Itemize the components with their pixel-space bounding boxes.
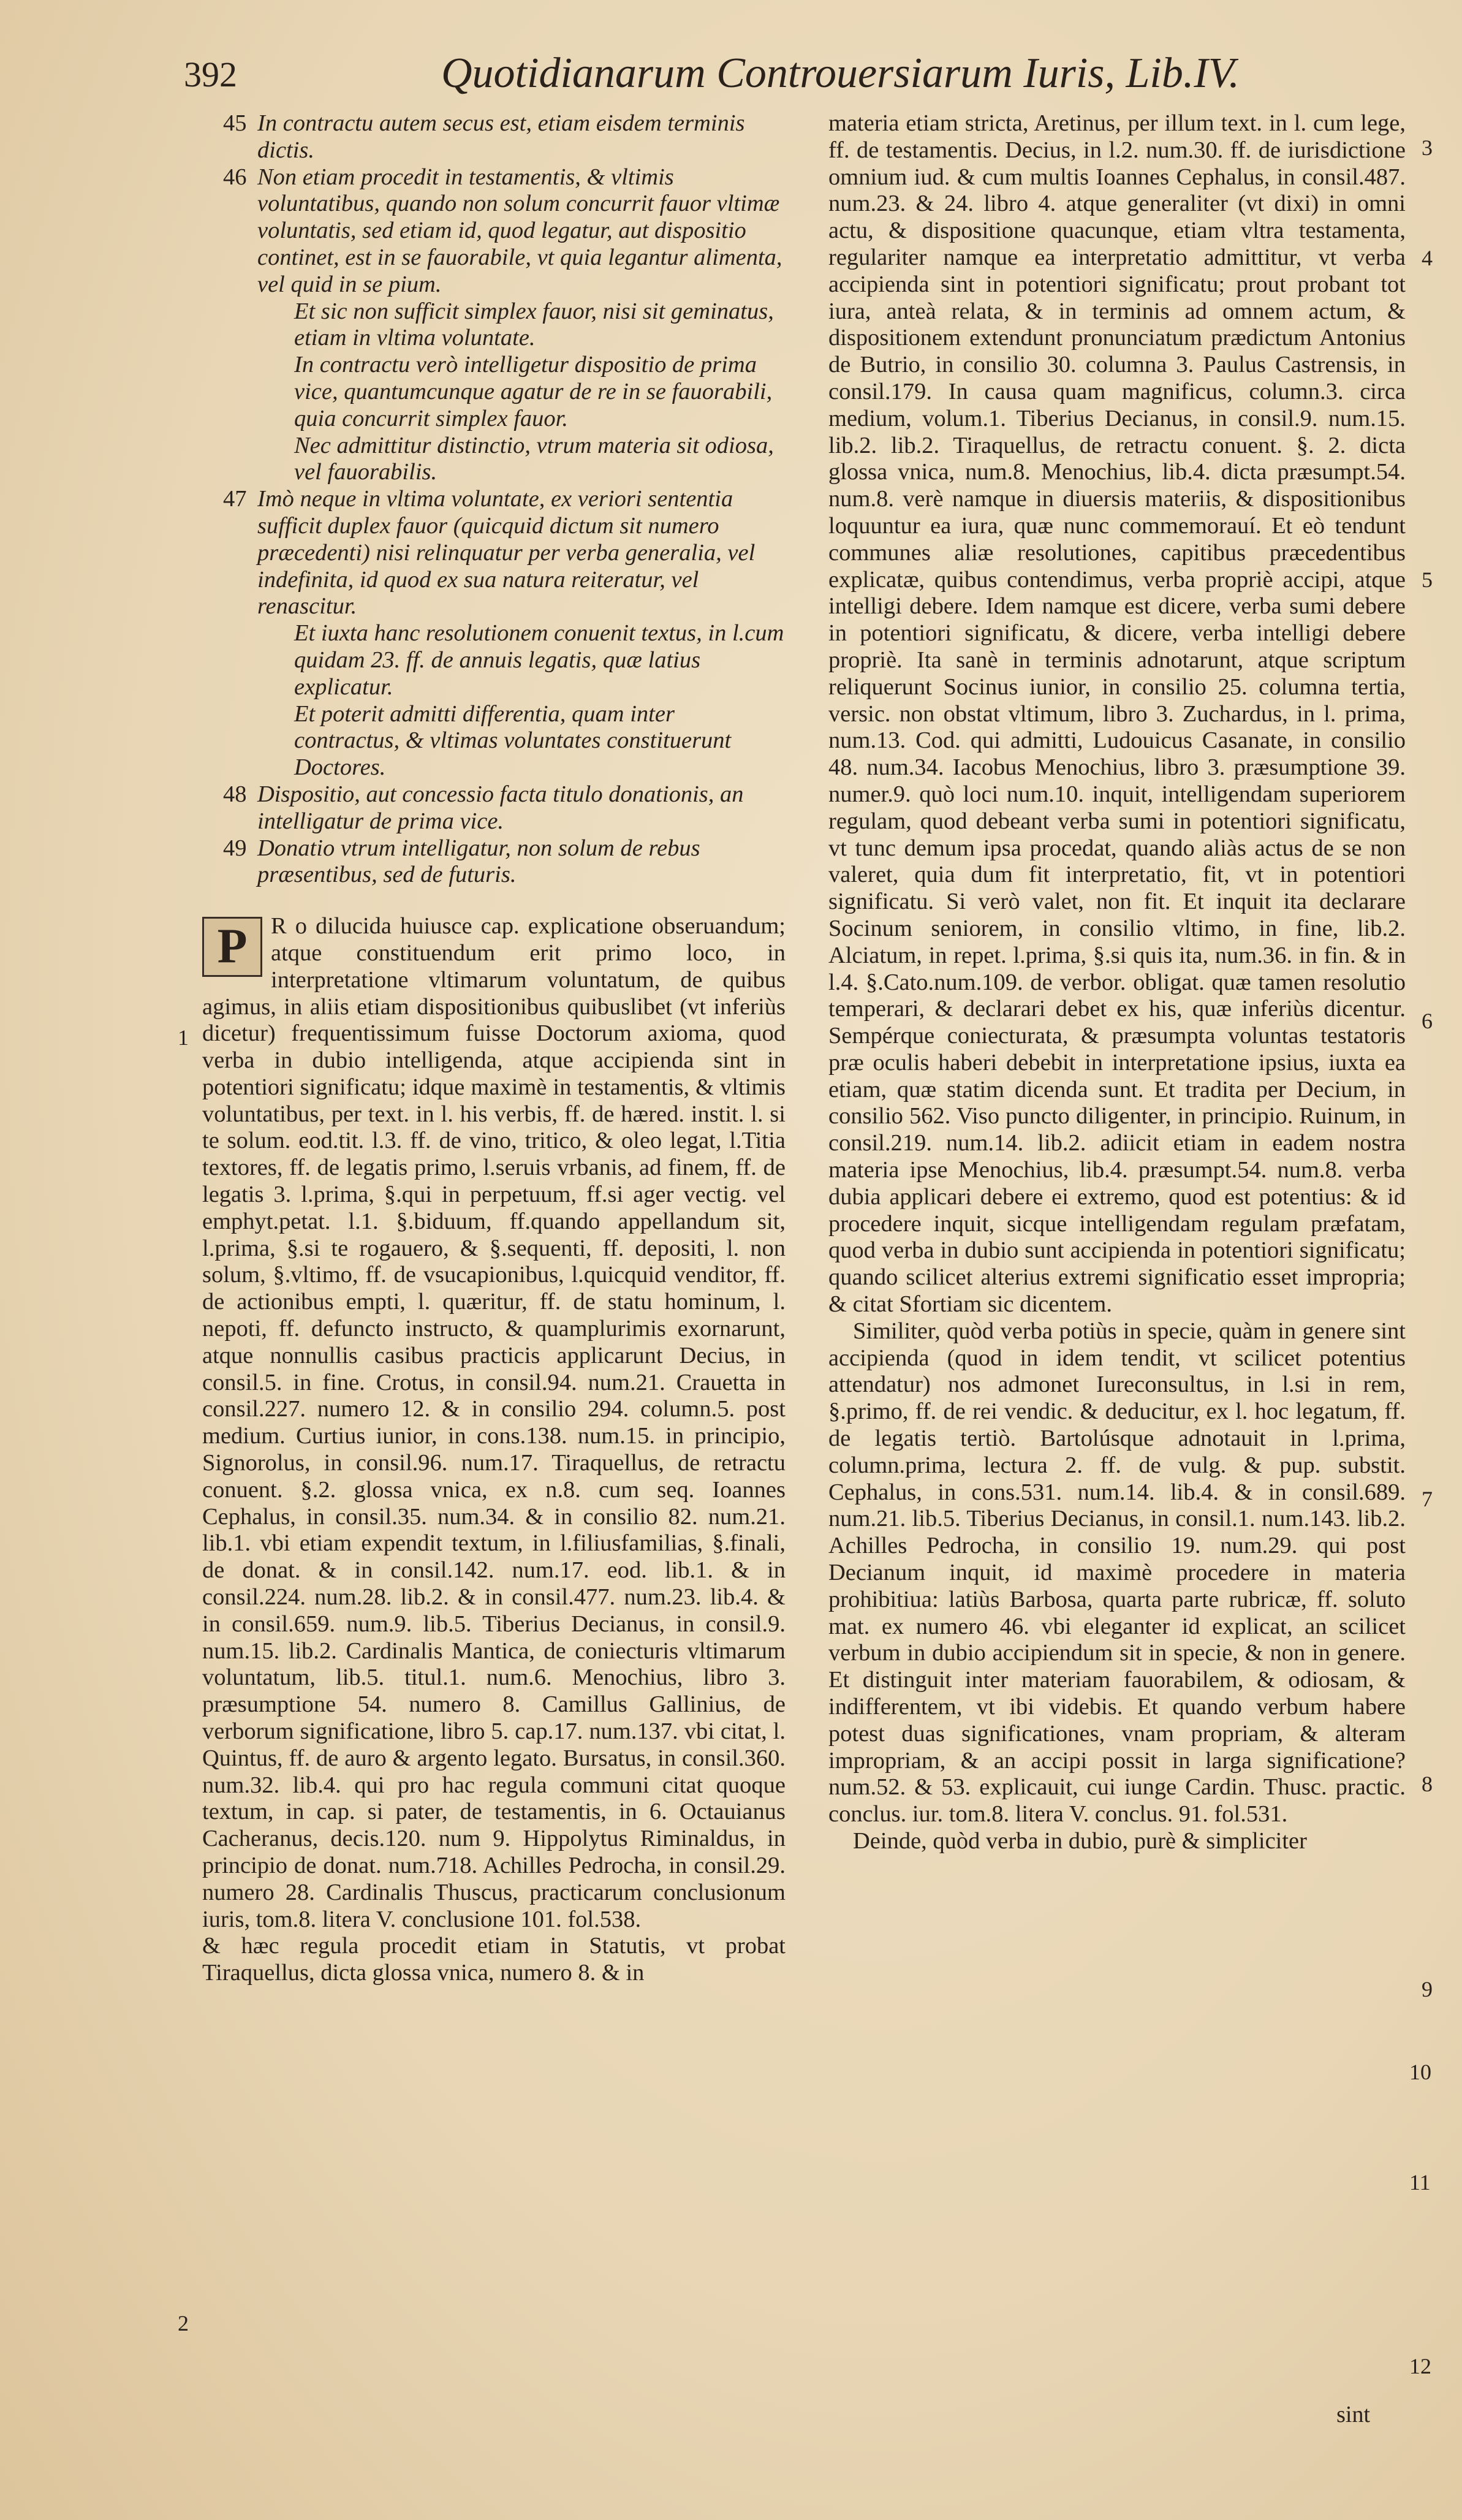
summary-item: 47 Imò neque in vltima voluntate, ex veriori sententia sufficit duplex fauor (quicquid dictum sit numero præcedenti) nisi relinquatur per verba generalia, vel indefinita, id quod ex sua natura reiteratur, vel renascitur. bbox=[223, 486, 756, 620]
paragraph: & hæc regula procedit etiam in Statutis, vt probat Tiraquellus, dicta glossa vnica, numero 8. & in bbox=[202, 1933, 786, 1986]
left-column bbox=[202, 110, 786, 1987]
margin-number: 2 bbox=[178, 2311, 189, 2336]
margin-number: 10 bbox=[1409, 2060, 1431, 2084]
summary-item: Et sic non sufficit simplex fauor, nisi sit geminatus, etiam in vltima voluntate. bbox=[294, 298, 774, 351]
summary-item: Nec admittitur distinctio, vtrum materia sit odiosa, vel fauorabilis. bbox=[294, 432, 774, 485]
margin-number: 6 bbox=[1422, 1009, 1433, 1033]
summary-item: 48 Dispositio, aut concessio facta titulo donationis, an intelligatur de prima vice. bbox=[223, 781, 744, 834]
left-body-text bbox=[202, 913, 786, 1987]
margin-number: 1 bbox=[178, 1025, 189, 1050]
margin-number: 5 bbox=[1422, 567, 1433, 592]
summary-list bbox=[202, 110, 786, 889]
running-title: Quotidianarum Controuersiarum Iuris, Lib.IV. bbox=[441, 50, 1240, 97]
running-header bbox=[184, 49, 1379, 110]
paragraph: Deinde, quòd verba in dubio, purè & simpliciter bbox=[853, 1828, 1307, 1854]
paragraph: P R o dilucida huiusce cap. explicatione obseruandum; atque constituendum erit primo loco, in interpretatione vltimarum voluntatum, de quibus agimus, in aliis etiam dispositionibus quibuslibet (vt inferiùs dicetur) frequentissimum fuisse Doctorum axioma, quod verba in dubio intelligenda, atque accipienda sint in potentiori significatu; idque maximè in testamentis, & vltimis voluntatibus, per text. in l. his verbis, ff. de hæred. instit. l. si te solum. eod.tit. l.3. ff. de vino, tritico, & oleo legat, l.Titia textores, ff. de legatis primo, l.seruis vrbanis, ad finem, ff. de legatis 3. l.prima, §.qui in perpetuum, ff.si ager vectig. vel emphyt.petat. l.1. §.biduum, ff.quando appellandum sit, l.prima, §.si te rogauero, & §.sequenti, ff. depositi, l. non solum, §.vltimo, ff. de vsucapionibus, l.quicquid venditor, ff. de actionibus empti, l. quæritur, ff. de statu hominum, l. nepoti, ff. defuncto instructo, & quamplurimis exornarunt, atque nonnullis casibus practicis applicarunt Decius, in consil.5. in fine. Crotus, in consil.94. num.21. Crauetta in consil.227. numero 12. & in consilio 294. column.5. post medium. Curtius iunior, in cons.138. num.15. in principio, Signorolus, in consil.96. num.17. Tiraquellus, de retractu conuent. §.2. glossa vnica, ex n.8. cum seq. Ioannes Cephalus, in consil.35. num.34. & in consilio 82. num.21. lib.1. vbi etiam expendit textum, in l.filiusfamilias, §.finali, de donat. & in consil.142. num.17. eod. lib.1. & in consil.224. num.28. lib.2. & in consil.477. num.23. lib.4. & in consil.659. num.9. lib.5. Tiberius Decianus, in consil.9. num.15. lib.2. Cardinalis Mantica, de coniecturis vltimarum voluntatum, lib.5. titul.1. num.6. Menochius, libro 3. præsumptione 54. numero 8. Camillus Gallinius, de verborum significatione, libro 5. cap.17. num.137. vbi citat, l. Quintus, ff. de auro & argento legato. Bursatus, in consil.360. num.32. lib.4. qui pro hac regula communi citat quoque textum, in cap. si pater, de testamentis, in 6. Octauianus Cacheranus, decis.120. num 9. Hippolytus Riminaldus, in principio de donat. num.718. Achilles Pedrocha, in consil.29. numero 28. Cardinalis Thuscus, practicarum conclusionum iuris, tom.8. litera V. conclusione 101. fol.538. bbox=[202, 913, 786, 1932]
margin-number: 7 bbox=[1422, 1487, 1433, 1511]
catchword: sint bbox=[1336, 2402, 1370, 2427]
margin-number: 12 bbox=[1409, 2354, 1431, 2378]
margin-number: 3 bbox=[1422, 135, 1433, 160]
summary-item: 46 Non etiam procedit in testamentis, & vltimis voluntatibus, quando non solum concurrit fauor vltimæ voluntatis, sed etiam id, quod legatur, aut dispositio continet, est in se fauorabile, vt quia legantur alimenta, vel quid in se pium. bbox=[223, 164, 782, 297]
decorated-initial: P bbox=[202, 917, 262, 977]
margin-number: 9 bbox=[1422, 1977, 1433, 2002]
summary-item: Et iuxta hanc resolutionem conuenit textus, in l.cum quidam 23. ff. de annuis legatis, quæ latius explicatur. bbox=[294, 620, 784, 700]
margin-number: 8 bbox=[1422, 1772, 1433, 1796]
summary-item: 45 In contractu autem secus est, etiam eisdem terminis dictis. bbox=[223, 110, 745, 163]
right-column bbox=[828, 110, 1406, 1855]
page-number: 392 bbox=[184, 55, 237, 94]
summary-item: In contractu verò intelligetur dispositio de prima vice, quantumcunque agatur de re in se fauorabili, quia concurrit simplex fauor. bbox=[294, 352, 773, 431]
margin-number: 11 bbox=[1409, 2170, 1431, 2195]
paragraph: materia etiam stricta, Aretinus, per illum text. in l. cum lege, ff. de testamentis. Decius, in l.2. num.30. ff. de iurisdictione omnium iud. & cum multis Ioannes Cephalus, in consil.487. num.23. & 24. libro 4. atque generaliter (vt dixi) in omni actu, & dispositione quacunque, etiam vltra testamenta, regulariter namque ea interpretatio admittitur, vt verba accipienda sint in potentiori significatu; prout probant tot iura, anteà relata, & in terminis ad omnem actum, & dispositionem extendunt pronunciatum prædictum Antonius de Butrio, in consilio 30. columna 3. Paulus Castrensis, in consil.179. In causa quam magnificus, column.3. circa medium, volum.1. Tiberius Decianus, in consil.9. num.15. lib.2. lib.2. Tiraquellus, de retractu conuent. §. 2. dicta glossa vnica, num.8. Menochius, lib.4. dicta præsumpt.54. num.8. verè namque in diuersis materiis, & dispositionibus loquuntur ea iura, quæ nunc commemorauí. Et eò tendunt communes aliæ resolutiones, capitibus præcedentibus explicatæ, quibus contendimus, verba propriè accipi, atque intelligi debere. Idem namque est dicere, verba sumi debere in potentiori significatu, & dicere, verba intelligi debere propriè. Ita sanè in terminis adnotarunt, atque scriptum reliquerunt Socinus iunior, in consilio 25. columna tertia, versic. non obstat vltimum, libro 3. Zuchardus, in l. prima, num.13. Cod. qui admitti, Ludouicus Casanate, in consilio 48. num.34. Iacobus Menochius, libro 3. præsumptione 39. numer.9. quò loci num.10. inquit, intelligendam superiorem regulam, quod debeant verba sumi in potentiori significatu, vt tunc demum ipsa procedat, quando aliàs actus de se non valeret, quia dum fit interpretatio, fit, vt in potentiori significatu. Si verò valet, non fit. Et inquit ita declarare Socinum seniorem, in consilio vltimo, in fine, lib.2. Alciatum, in repet. l.prima, §.si quis ita, num.36. in fin. & in l.4. §.Cato.num.109. de verbor. obligat. quæ tamen resolutio temperari, & declarari debet ex his, quæ inferiùs dicentur. Sempérque coniecturata, & præsumpta voluntas testatoris præ oculis haberi debebit in interpretatione ipsius, iuxta ea etiam, quæ statim dicenda sunt. Et tradita per Decium, in consilio 562. Viso puncto diligenter, in principio. Ruinum, in consil.219. num.14. lib.2. adiicit etiam in eadem nostra materia ipse Menochius, lib.4. præsumpt.54. num.8. verba dubia applicari debere ei extremo, quod est potentius: & id procedere inquit, sicque intelligendam regulam præfatam, quod verba in dubio sunt accipienda in potentiori significatu; quando scilicet alterius extremi significatio esset impropria; & citat Sfortiam sic dicentem. bbox=[828, 110, 1406, 1318]
summary-item: 49 Donatio vtrum intelligatur, non solum de rebus præsentibus, sed de futuris. bbox=[223, 835, 700, 888]
paragraph: Similiter, quòd verba potiùs in specie, quàm in genere sint accipienda (quod in idem tendit, vt scilicet potentius attendatur) nos admonet Iureconsultus, in l.si in rem, §.primo, ff. de rei vendic. & deducitur, ex l. hoc legatum, ff. de legatis tertiò. Bartolúsque adnotauit in l.prima, column.prima, lectura 2. ff. de vulg. & pup. substit. Cephalus, in cons.531. num.14. lib.4. & in consil.689. num.21. lib.5. Tiberius Decianus, in consil.1. num.143. lib.2. Achilles Pedrocha, in consilio 19. num.29. qui post Decianum inquit, id maximè procedere in materia prohibitiua: latiùs Barbosa, quarta parte rubricæ, ff. soluto mat. ex numero 46. vbi eleganter id explicat, an scilicet verbum in dubio accipiendum sit in specie, & non in genere. Et distinguit inter materiam fauorabilem, & odiosam, & indifferentem, vt ibi videbis. Et quando verbum habere potest duas significationes, vnam propriam, & alteram impropriam, & an accipi possit in larga significatione? num.52. & 53. explicauit, cui iunge Cardin. Thusc. practic. conclus. iur. tom.8. litera V. conclus. 91. fol.531. bbox=[828, 1318, 1406, 1827]
margin-number: 4 bbox=[1422, 246, 1433, 270]
summary-item: Et poterit admitti differentia, quam inter contractus, & vltimas voluntates constituerunt Doctores. bbox=[294, 700, 732, 781]
